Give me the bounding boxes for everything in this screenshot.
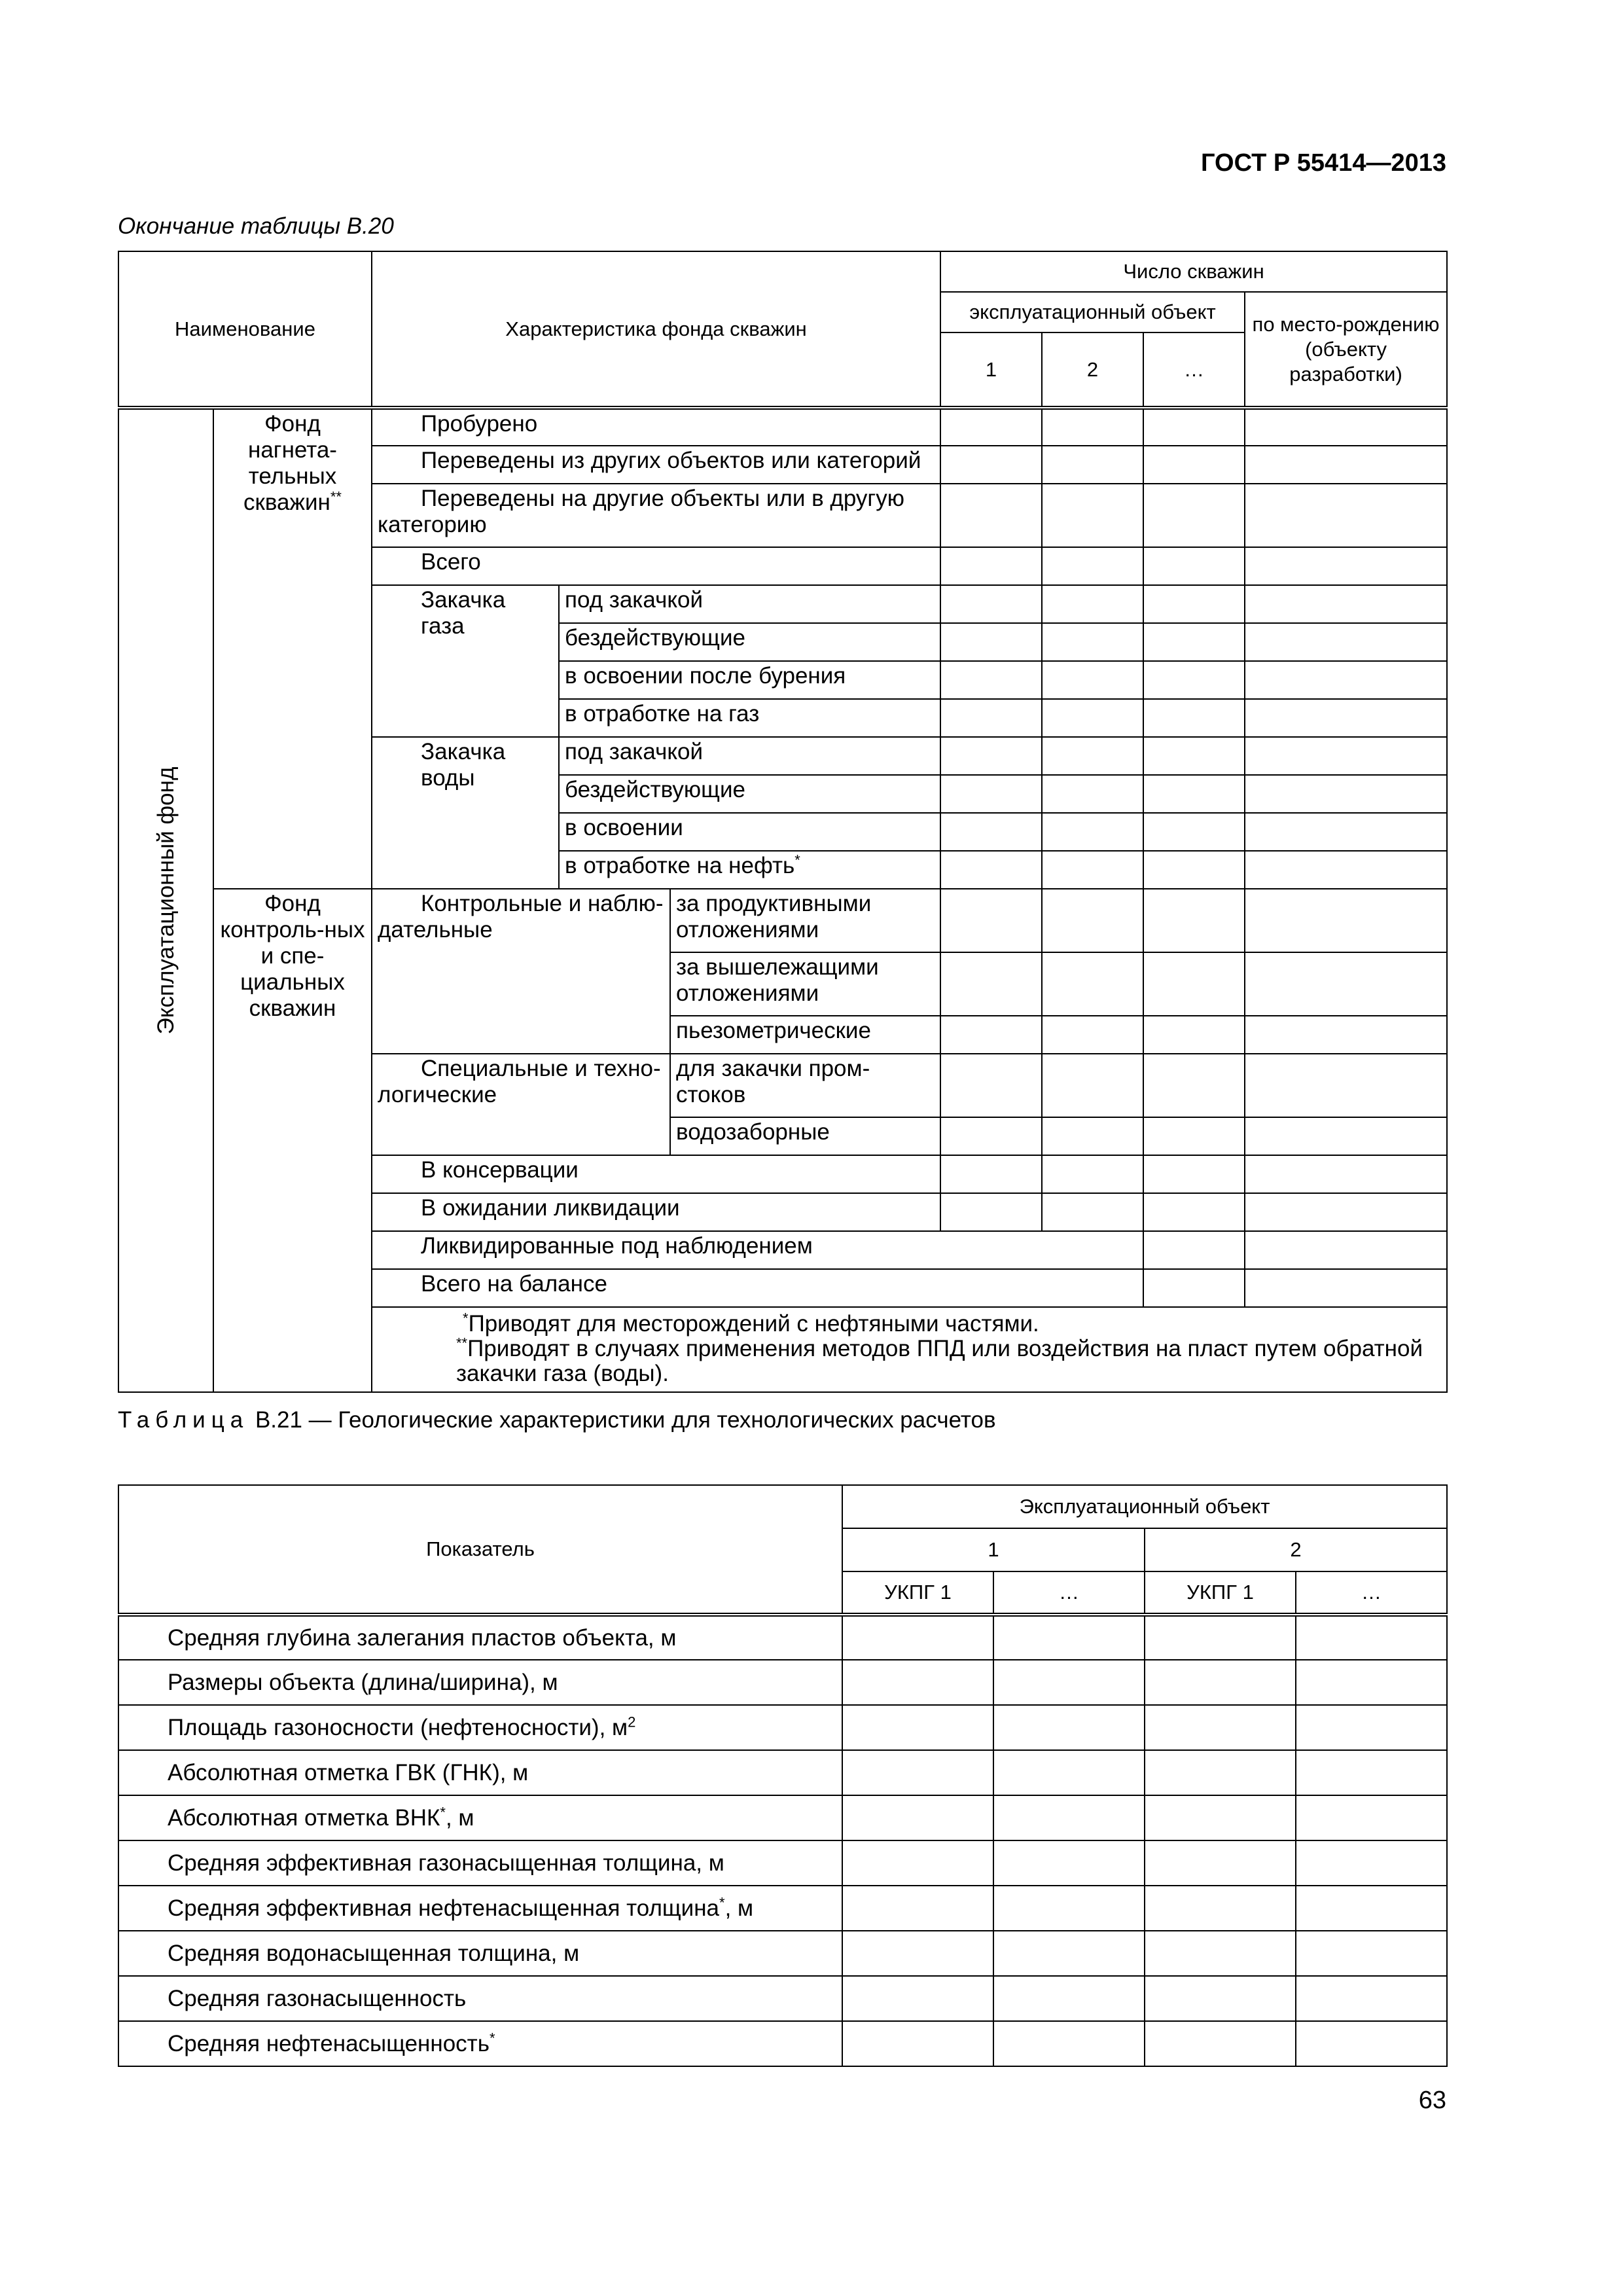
row-water-intake: водозаборные [670,1117,940,1155]
row-industrial-waste: для закачки пром-стоков [670,1054,940,1117]
header-ukpg-1a: УКПГ 1 [842,1571,993,1615]
water-injection-group: Закачка воды [372,737,559,889]
header-operational-object: Эксплуатационный объект [842,1485,1447,1528]
row-gas-producing: в отработке на газ [559,699,940,737]
row-piezometric: пьезометрические [670,1016,940,1054]
row-transferred-from: Переведены из других объектов или категорий [372,446,940,484]
indicator-row: Абсолютная отметка ВНК*, м [118,1795,842,1840]
header-col-1: 1 [940,332,1042,408]
special-technological-group: Специальные и техно-логические [372,1054,670,1155]
table2-caption: Таблица В.21 — Геологические характеристики для технологических расчетов [118,1407,996,1433]
header-operational-object: эксплуатационный объект [940,292,1245,332]
indicator-row: Площадь газоносности (нефтеносности), $м^2$ [118,1705,842,1750]
row-productive-deposits: за продуктивными отложениями [670,889,940,952]
operational-fund-label: Эксплуатационный фонд [118,408,213,1392]
row-drilled: Пробурено [372,408,940,446]
header-object-2: 2 [1145,1528,1447,1571]
header-by-field: по место-рождению (объекту разработки) [1245,292,1447,408]
indicator-row: Средняя глубина залегания пластов объекта, м [118,1615,842,1660]
row-gas-in-development: в освоении после бурения [559,661,940,699]
row-gas-under-injection: под закачкой [559,585,940,623]
indicator-row: Абсолютная отметка ГВК (ГНК), м [118,1750,842,1795]
row-total-on-balance: Всего на балансе [372,1269,1143,1307]
row-gas-idle: бездействующие [559,623,940,661]
indicator-row: Средняя нефтенасыщенность* [118,2021,842,2066]
indicator-row: Средняя эффективная газонасыщенная толщина, м [118,1840,842,1886]
row-transferred-to: Переведены на другие объекты или в другую категорию [372,484,940,547]
wells-fund-table [118,251,1448,1393]
row-total: Всего [372,547,940,585]
geological-characteristics-table [118,1484,1448,2067]
header-name: Наименование [118,251,372,408]
control-observation-group: Контрольные и наблю-дательные [372,889,670,1054]
header-indicator: Показатель [118,1485,842,1615]
gas-injection-group: Закачка газа [372,585,559,737]
row-water-idle: бездействующие [559,775,940,813]
table1-caption: Окончание таблицы В.20 [118,213,394,239]
row-conservation: В консервации [372,1155,940,1193]
header-more-b: … [1296,1571,1447,1615]
row-awaiting-liquidation: В ожидании ликвидации [372,1193,940,1231]
footnote-2: **Приводят в случаях применения методов ППД или воздействия на пласт путем обратной закачки газа (воды). [456,1335,1423,1386]
header-wells-count: Число скважин [940,251,1447,292]
header-object-1: 1 [842,1528,1145,1571]
header-ukpg-1b: УКПГ 1 [1145,1571,1296,1615]
row-overlying-deposits: за вышележащими отложениями [670,952,940,1016]
header-more-a: … [993,1571,1145,1615]
indicator-row: Средняя водонасыщенная толщина, м [118,1931,842,1976]
row-water-in-development: в освоении [559,813,940,851]
indicator-row: Средняя газонасыщенность [118,1976,842,2021]
page-number: 63 [1418,2087,1446,2114]
table1-footnotes [372,1307,1447,1392]
row-liquidated-under-observation: Ликвидированные под наблюдением [372,1231,1143,1269]
row-water-producing-oil: в отработке на нефть* [559,851,940,889]
standard-designation: ГОСТ Р 55414—2013 [1201,149,1446,177]
footnote-1: *Приводят для месторождений с нефтяными частями. [463,1310,1039,1336]
header-characteristic: Характеристика фонда скважин [372,251,940,408]
control-wells-group: Фонд контроль-ных и спе-циальных скважин [213,889,372,1392]
indicator-row: Размеры объекта (длина/ширина), м [118,1660,842,1705]
header-col-more: … [1143,332,1245,408]
indicator-row: Средняя эффективная нефтенасыщенная толщина*, м [118,1886,842,1931]
injection-wells-group: Фонд нагнета-тельных скважин** [213,408,372,889]
row-water-under-injection: под закачкой [559,737,940,775]
header-col-2: 2 [1042,332,1143,408]
